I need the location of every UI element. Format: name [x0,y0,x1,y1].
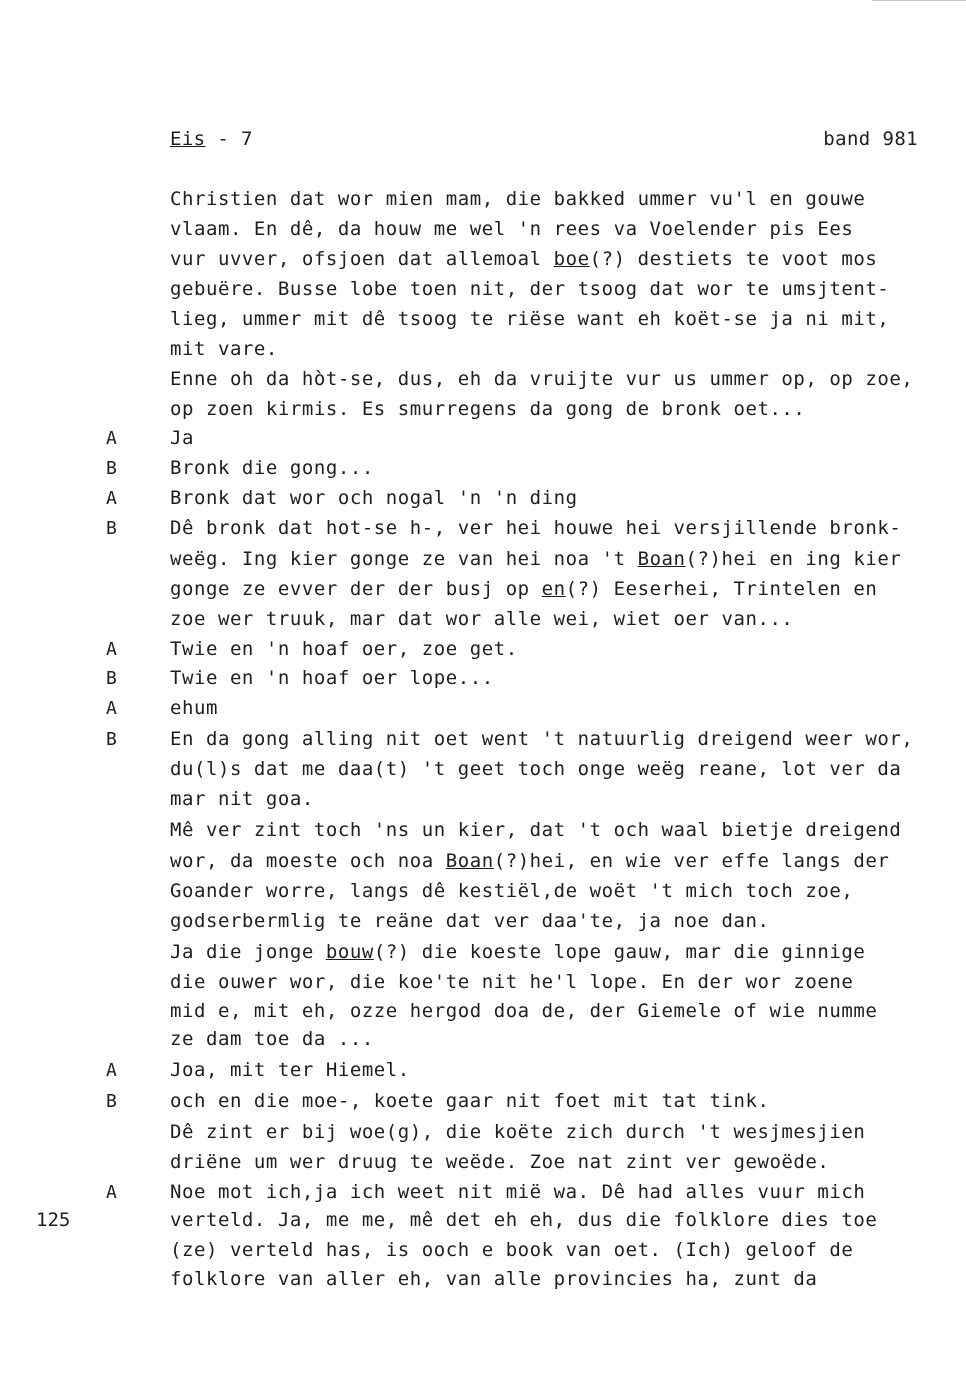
transcript-line [170,278,889,300]
band-number: band 981 [823,128,918,150]
transcript-line [170,941,865,963]
speaker-label: B [106,1091,117,1112]
line-text: Joa, mit ter Hiemel. [170,1059,410,1081]
speaker-label: B [106,668,117,689]
transcript-line [170,971,853,993]
speaker-label: A [106,428,117,449]
transcript-line [170,880,853,902]
line-text: Bronk dat wor och nogal 'n 'n ding [170,487,578,509]
transcript-line [170,1059,410,1081]
speaker-label: B [106,458,117,479]
transcript-line [170,308,889,330]
transcript-line [170,728,913,750]
line-text: driëne um wer druug te weëde. Zoe nat zint ver gewoëde. [170,1151,830,1173]
speaker-label: B [106,518,117,539]
line-text: och en die moe-, koete gaar nit foet mit tat tink. [170,1090,770,1112]
transcript-line [170,487,578,509]
line-text: ze dam toe da ... [170,1028,374,1050]
line-text: (?)hei en ing kier [685,548,902,570]
transcript-line [170,850,889,872]
line-text: Ja die jonge [170,941,326,963]
speaker-label: A [106,488,117,509]
line-text: mar nit goa. [170,788,314,810]
header-prefix: Eis [170,128,206,150]
line-text: Christien dat wor mien mam, die bakked ummer vu'l en gouwe [170,188,866,210]
line-text: wor, da moeste och noa [170,850,446,872]
transcript-line [170,1209,877,1231]
line-text: Noe mot ich,ja ich weet nit mië wa. Dê had alles vuur mich [170,1181,866,1203]
transcript-line [170,188,865,210]
transcript-line [170,819,901,841]
transcript-line [170,638,518,660]
line-text: Goander worre, langs dê kestiël,de woët 't mich toch zoe, [170,880,854,902]
transcript-line [170,1181,865,1203]
line-text: folklore van aller eh, van alle provincies ha, zunt da [170,1268,818,1290]
line-text: Enne oh da hòt-se, dus, eh da vruijte vur us ummer op, op zoe, [170,368,914,390]
transcript-line [170,398,805,420]
line-text: Twie en 'n hoaf oer, zoe get. [170,638,518,660]
speaker-label: A [106,639,117,660]
speaker-label: A [106,698,117,719]
line-text: godserbermlig te reäne dat ver daa'te, ja noe dan. [170,910,770,932]
transcript-line [170,517,901,539]
line-text: En da gong alling nit oet went 't natuurlig dreigend weer wor, [170,728,914,750]
transcript-line [170,368,913,390]
speaker-label: A [106,1060,117,1081]
uncertain-word: boe [553,248,590,270]
transcript-line [170,1090,769,1112]
transcript-line [170,548,901,570]
transcript-line [170,457,374,479]
transcript-line [170,788,314,810]
line-text: Dê zint er bij woe(g), die koëte zich durch 't wesjmesjien [170,1121,866,1143]
uncertain-word: bouw [325,941,374,963]
speaker-label: B [106,729,117,750]
page-header-left [170,128,253,150]
line-text: (?)hei, en wie ver effe langs der [493,850,890,872]
line-text: (?) die koeste lope gauw, mar die ginnige [373,941,866,963]
line-text: vur uvver, ofsjoen dat allemoal [170,248,554,270]
margin-number: 125 [36,1209,71,1231]
line-text: gebuëre. Busse lobe toen nit, der tsoog dat wor te umsjtent- [170,278,890,300]
line-text: Bronk die gong... [170,457,374,479]
transcript-line [170,1121,865,1143]
transcript-line [170,697,218,719]
line-text: mid e, mit eh, ozze hergod doa de, der Giemele of wie numme [170,1000,878,1022]
line-text: gonge ze evver der der busj op [170,578,542,600]
transcript-line [170,608,793,630]
uncertain-word: en [541,578,566,600]
line-text: Twie en 'n hoaf oer lope... [170,667,494,689]
uncertain-word: Boan [445,850,494,872]
line-text: weëg. Ing kier gonge ze van hei noa 't [170,548,638,570]
line-text: vlaam. En dê, da houw me wel 'n rees va Voelender pis Ees [170,218,854,240]
line-text: die ouwer wor, die koe'te nit he'l lope. En der wor zoene [170,971,854,993]
transcript-line [170,1239,853,1261]
transcript-line [170,218,853,240]
line-text: lieg, ummer mit dê tsoog te riëse want eh koët-se ja ni mit, [170,308,890,330]
line-text: mit vare. [170,338,278,360]
line-text: (?) destiets te voot mos [589,248,878,270]
transcript-line [170,578,877,600]
transcript-line [170,910,769,932]
line-text: (?) Eeserhei, Trintelen en [565,578,878,600]
line-text: (ze) verteld has, is ooch e book van oet. (Ich) geloof de [170,1239,854,1261]
transcript-line [170,1028,374,1050]
uncertain-word: Boan [637,548,686,570]
top-right-rule [872,0,966,1]
transcript-line [170,667,494,689]
line-text: du(l)s dat me daa(t) 't geet toch onge weëg reane, lot ver da [170,758,902,780]
transcript-line [170,1151,829,1173]
line-text: Dê bronk dat hot-se h-, ver hei houwe hei versjillende bronk- [170,517,902,539]
transcript-line [170,1000,877,1022]
transcript-line [170,427,194,449]
line-text: verteld. Ja, me me, mê det eh eh, dus die folklore dies toe [170,1209,878,1231]
speaker-label: A [106,1182,117,1203]
transcript-line [170,248,877,270]
line-text: op zoen kirmis. Es smurregens da gong de bronk oet... [170,398,806,420]
line-text: zoe wer truuk, mar dat wor alle wei, wiet oer van... [170,608,794,630]
line-text: Ja [170,427,194,449]
transcript-line [170,1268,817,1290]
line-text: Mê ver zint toch 'ns un kier, dat 't och waal bietje dreigend [170,819,902,841]
transcript-line [170,338,278,360]
transcript-line [170,758,901,780]
line-text: ehum [170,697,218,719]
header-suffix: - 7 [205,128,253,150]
